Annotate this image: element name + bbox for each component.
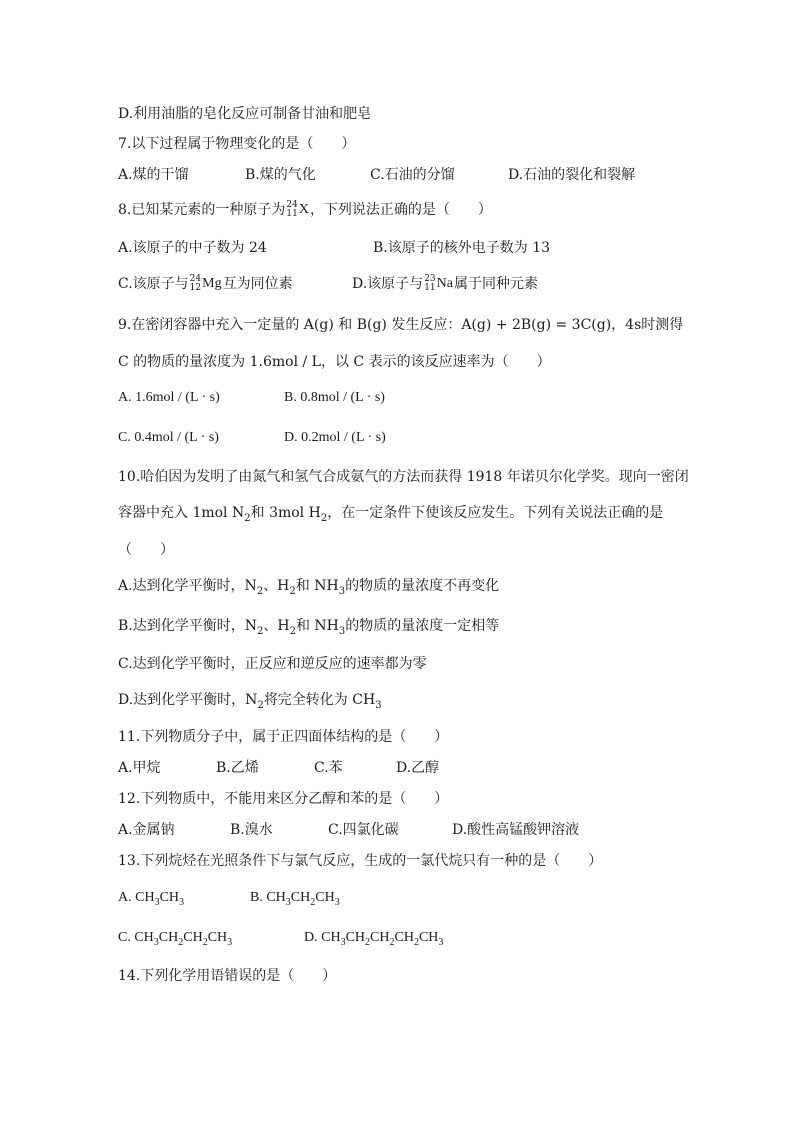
- q8-stem-pre: 8.已知某元素的一种原子为: [118, 202, 286, 218]
- subscript: 3: [227, 936, 233, 948]
- subscript: 3: [340, 936, 346, 948]
- q10-option-b: [118, 616, 499, 636]
- subscript: 2: [389, 936, 395, 948]
- q12-option-c: C.四氯化碳: [328, 822, 399, 838]
- q8-stem-post: ，下列说法正确的是（ ）: [309, 202, 492, 218]
- text: A.达到化学平衡时，N: [118, 578, 257, 594]
- q10-option-c: C.达到化学平衡时，正反应和逆反应的速率都为零: [118, 656, 427, 672]
- subscript: 3: [285, 896, 291, 908]
- q8-c-pre: C.该原子与: [118, 276, 189, 292]
- q9-stem-line2: C 的物质的量浓度为 1.6mol / L，以 C 表示的该反应速率为（ ）: [118, 354, 551, 370]
- atomic-number: 11: [286, 209, 298, 219]
- subscript: 3: [338, 625, 346, 637]
- mass-number: 24: [189, 274, 202, 284]
- q11-option-c: C.苯: [314, 760, 343, 776]
- q7-option-d: D.石油的裂化和裂解: [508, 167, 636, 183]
- nuclide-mg: [190, 274, 222, 294]
- element-symbol: Na: [436, 276, 453, 291]
- q8-option-b: B.该原子的核外电子数为 13: [373, 240, 551, 256]
- formula: CH: [321, 930, 341, 945]
- text: ，在一定条件下使该反应发生。下列有关说法正确的是: [327, 505, 664, 521]
- label: C.: [118, 930, 135, 945]
- subscript: 2: [310, 896, 316, 908]
- q11-stem: 11.下列物质分子中，属于正四面体结构的是（ ）: [118, 729, 449, 745]
- q10-stem-line2: [118, 503, 663, 523]
- q12-option-a: A.金属钠: [118, 822, 175, 838]
- q11-option-b: B.乙烯: [216, 760, 259, 776]
- q13-option-b: [250, 888, 340, 908]
- text: 和 NH: [295, 578, 339, 594]
- q8-option-a: A.该原子的中子数为 24: [118, 240, 267, 256]
- subscript: 2: [257, 699, 264, 711]
- nuclide-x: [286, 200, 309, 220]
- q10-stem-line1: 10.哈伯因为发明了由氮气和氢气合成氨气的方法而获得 1918 年诺贝尔化学奖。现向一密闭: [118, 469, 689, 485]
- q10-option-d: [118, 690, 382, 710]
- subscript: 2: [289, 625, 296, 637]
- formula: CH: [418, 930, 439, 945]
- q9-option-d: D. 0.2mol / (L · s): [284, 430, 386, 445]
- text: 容器中充入 1mol N: [118, 505, 245, 521]
- text: B.达到化学平衡时，N: [118, 618, 257, 634]
- formula: CH: [159, 890, 180, 905]
- q9-option-b: B. 0.8mol / (L · s): [284, 390, 385, 405]
- text: 的物质的量浓度不再变化: [345, 578, 500, 594]
- text: D.达到化学平衡时，N: [118, 692, 258, 708]
- subscript: 3: [334, 896, 340, 908]
- subscript: 3: [375, 699, 382, 711]
- element-symbol: Mg: [202, 276, 222, 291]
- q7-option-b: B.煤的气化: [245, 167, 316, 183]
- q11-option-a: A.甲烷: [118, 760, 161, 776]
- formula: CH: [345, 930, 366, 945]
- text: 和 3mol H: [250, 505, 321, 521]
- formula: CH: [158, 930, 179, 945]
- nuclide-na: [424, 274, 453, 294]
- q8-d-pre: D.该原子与: [352, 276, 424, 292]
- q8-option-c: [118, 274, 293, 294]
- formula: CH: [183, 930, 203, 945]
- mass-number: 23: [424, 274, 436, 284]
- q8-c-post: 互为同位素: [222, 276, 293, 292]
- formula: CH: [207, 930, 228, 945]
- text: 将完全转化为 CH: [263, 692, 376, 708]
- subscript: 2: [365, 936, 371, 948]
- subscript: 2: [413, 936, 419, 948]
- q13-option-a: [118, 888, 184, 908]
- q13-option-d: [304, 928, 443, 948]
- subscript: 2: [257, 625, 264, 637]
- text: 、H: [263, 578, 290, 594]
- q12-option-d: D.酸性高锰酸钾溶液: [452, 822, 580, 838]
- q10-stem-line3: （ ）: [118, 542, 174, 558]
- atomic-number: 12: [189, 283, 202, 293]
- q14-stem: 14.下列化学用语错误的是（ ）: [118, 968, 337, 984]
- q9-stem-line1: 9.在密闭容器中充入一定量的 A(g) 和 B(g) 发生反应：A(g) + 2B(g) = 3C(g)，4s时测得: [118, 317, 684, 333]
- q7-stem: 7.以下过程属于物理变化的是（ ）: [118, 136, 356, 152]
- q12-option-b: B.溴水: [230, 822, 273, 838]
- subscript: 2: [289, 585, 296, 597]
- label: A.: [118, 890, 136, 905]
- formula: CH: [370, 930, 390, 945]
- q13-option-c: [118, 928, 232, 948]
- q9-option-c: C. 0.4mol / (L · s): [118, 430, 219, 445]
- subscript: 3: [438, 936, 444, 948]
- mass-number: 24: [286, 200, 298, 210]
- q12-stem: 12.下列物质中，不能用来区分乙醇和苯的是（ ）: [118, 791, 449, 807]
- q6-option-d: D.利用油脂的皂化反应可制备甘油和肥皂: [118, 106, 372, 122]
- atomic-number: 11: [424, 283, 436, 293]
- subscript: 2: [244, 512, 251, 524]
- q7-option-c: C.石油的分馏: [370, 167, 455, 183]
- formula: CH: [315, 890, 335, 905]
- subscript: 2: [178, 936, 184, 948]
- subscript: 2: [320, 512, 328, 524]
- text: 、H: [263, 618, 290, 634]
- q8-stem: [118, 200, 492, 220]
- q8-option-d: [352, 274, 538, 294]
- formula: CH: [135, 890, 155, 905]
- subscript: 3: [179, 896, 185, 908]
- q7-option-a: A.煤的干馏: [118, 167, 189, 183]
- q8-d-post: 属于同种元素: [453, 276, 538, 292]
- formula: CH: [394, 930, 414, 945]
- q9-option-a: A. 1.6mol / (L · s): [118, 390, 220, 405]
- element-symbol: X: [298, 202, 309, 217]
- subscript: 3: [154, 896, 160, 908]
- text: 和 NH: [295, 618, 339, 634]
- q10-option-a: [118, 576, 499, 596]
- subscript: 3: [153, 936, 159, 948]
- q11-option-d: D.乙醇: [396, 760, 440, 776]
- q13-stem: 13.下列烷烃在光照条件下与氯气反应，生成的一氯代烷只有一种的是（ ）: [118, 853, 603, 869]
- subscript: 2: [256, 585, 264, 597]
- subscript: 3: [338, 585, 346, 597]
- text: 的物质的量浓度一定相等: [345, 618, 500, 634]
- formula: CH: [266, 890, 286, 905]
- label: B.: [250, 890, 267, 905]
- label: D.: [304, 930, 322, 945]
- formula: CH: [290, 890, 311, 905]
- subscript: 2: [202, 936, 208, 948]
- formula: CH: [134, 930, 154, 945]
